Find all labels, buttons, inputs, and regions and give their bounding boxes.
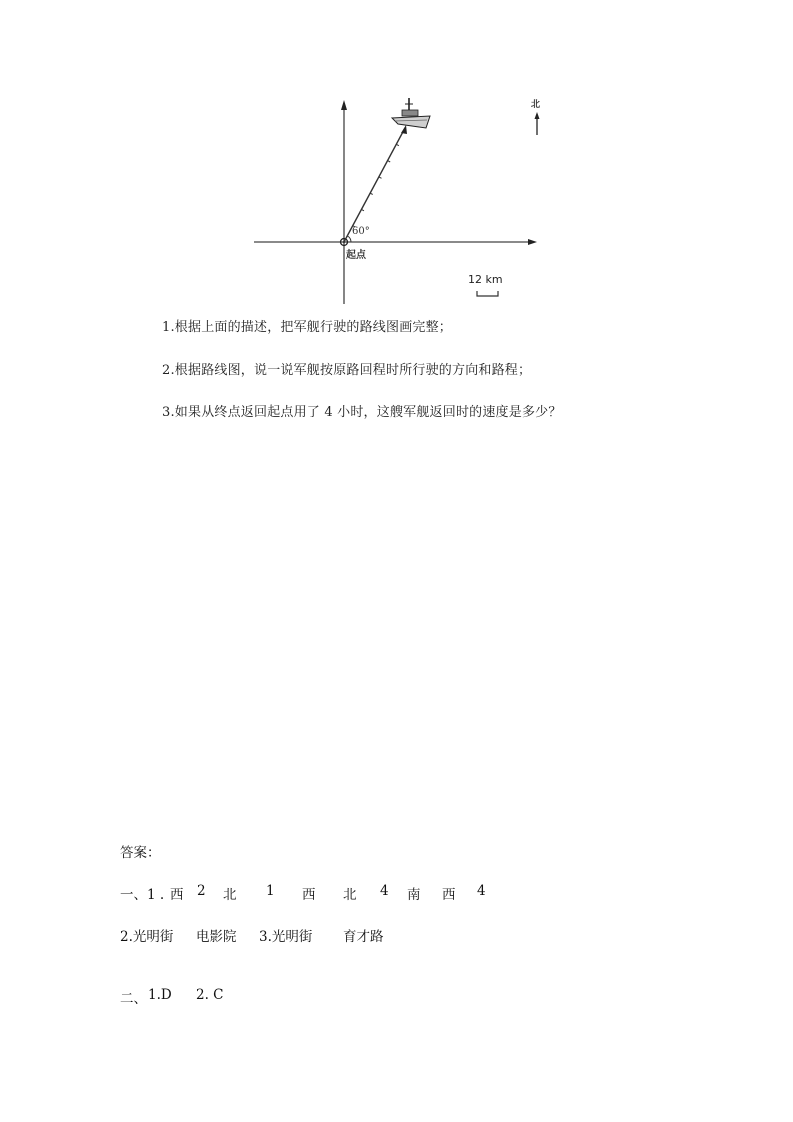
answer-token: 北 <box>223 887 237 903</box>
north-label: 北 <box>531 100 541 110</box>
angle-label: 60° <box>352 226 370 237</box>
answer-token: 3.光明街 <box>259 929 313 945</box>
question-1: 1.根据上面的描述，把军舰行驶的路线图画完整； <box>162 320 453 335</box>
answer-token: 电影院 <box>196 929 237 945</box>
answer-token: 2. C <box>196 987 224 1003</box>
route-arrow <box>401 125 407 134</box>
scale-label: 12 km <box>468 273 503 286</box>
axis-arrow-north <box>341 100 347 110</box>
section-1-prefix: 一、1 . <box>120 887 165 903</box>
answer-token: 1 <box>266 883 275 899</box>
answer-token: 1.D <box>148 987 172 1003</box>
route-ticks <box>353 144 399 227</box>
route-diagram <box>0 0 793 320</box>
axis-arrow-east <box>528 239 537 245</box>
answer-token: 北 <box>343 887 357 903</box>
answer-token: 2 <box>197 883 206 899</box>
section-2-prefix: 二、 <box>120 991 147 1007</box>
answers-heading: 答案： <box>120 845 161 861</box>
scale-bar <box>477 291 498 296</box>
answer-token: 南 <box>407 887 421 903</box>
question-3: 3.如果从终点返回起点用了 4 小时，这艘军舰返回时的速度是多少？ <box>162 405 562 420</box>
answer-token: 2.光明街 <box>120 929 174 945</box>
question-2: 2.根据路线图，说一说军舰按原路回程时所行驶的方向和路程； <box>162 363 532 378</box>
origin-label: 起点 <box>346 250 366 261</box>
answer-token: 4 <box>477 883 486 899</box>
warship-icon <box>392 98 430 128</box>
answer-token: 育才路 <box>343 929 384 945</box>
route-line <box>344 128 405 242</box>
answer-token: 西 <box>170 887 184 903</box>
answer-token: 西 <box>302 887 316 903</box>
answer-token: 西 <box>442 887 456 903</box>
answer-token: 4 <box>380 883 389 899</box>
